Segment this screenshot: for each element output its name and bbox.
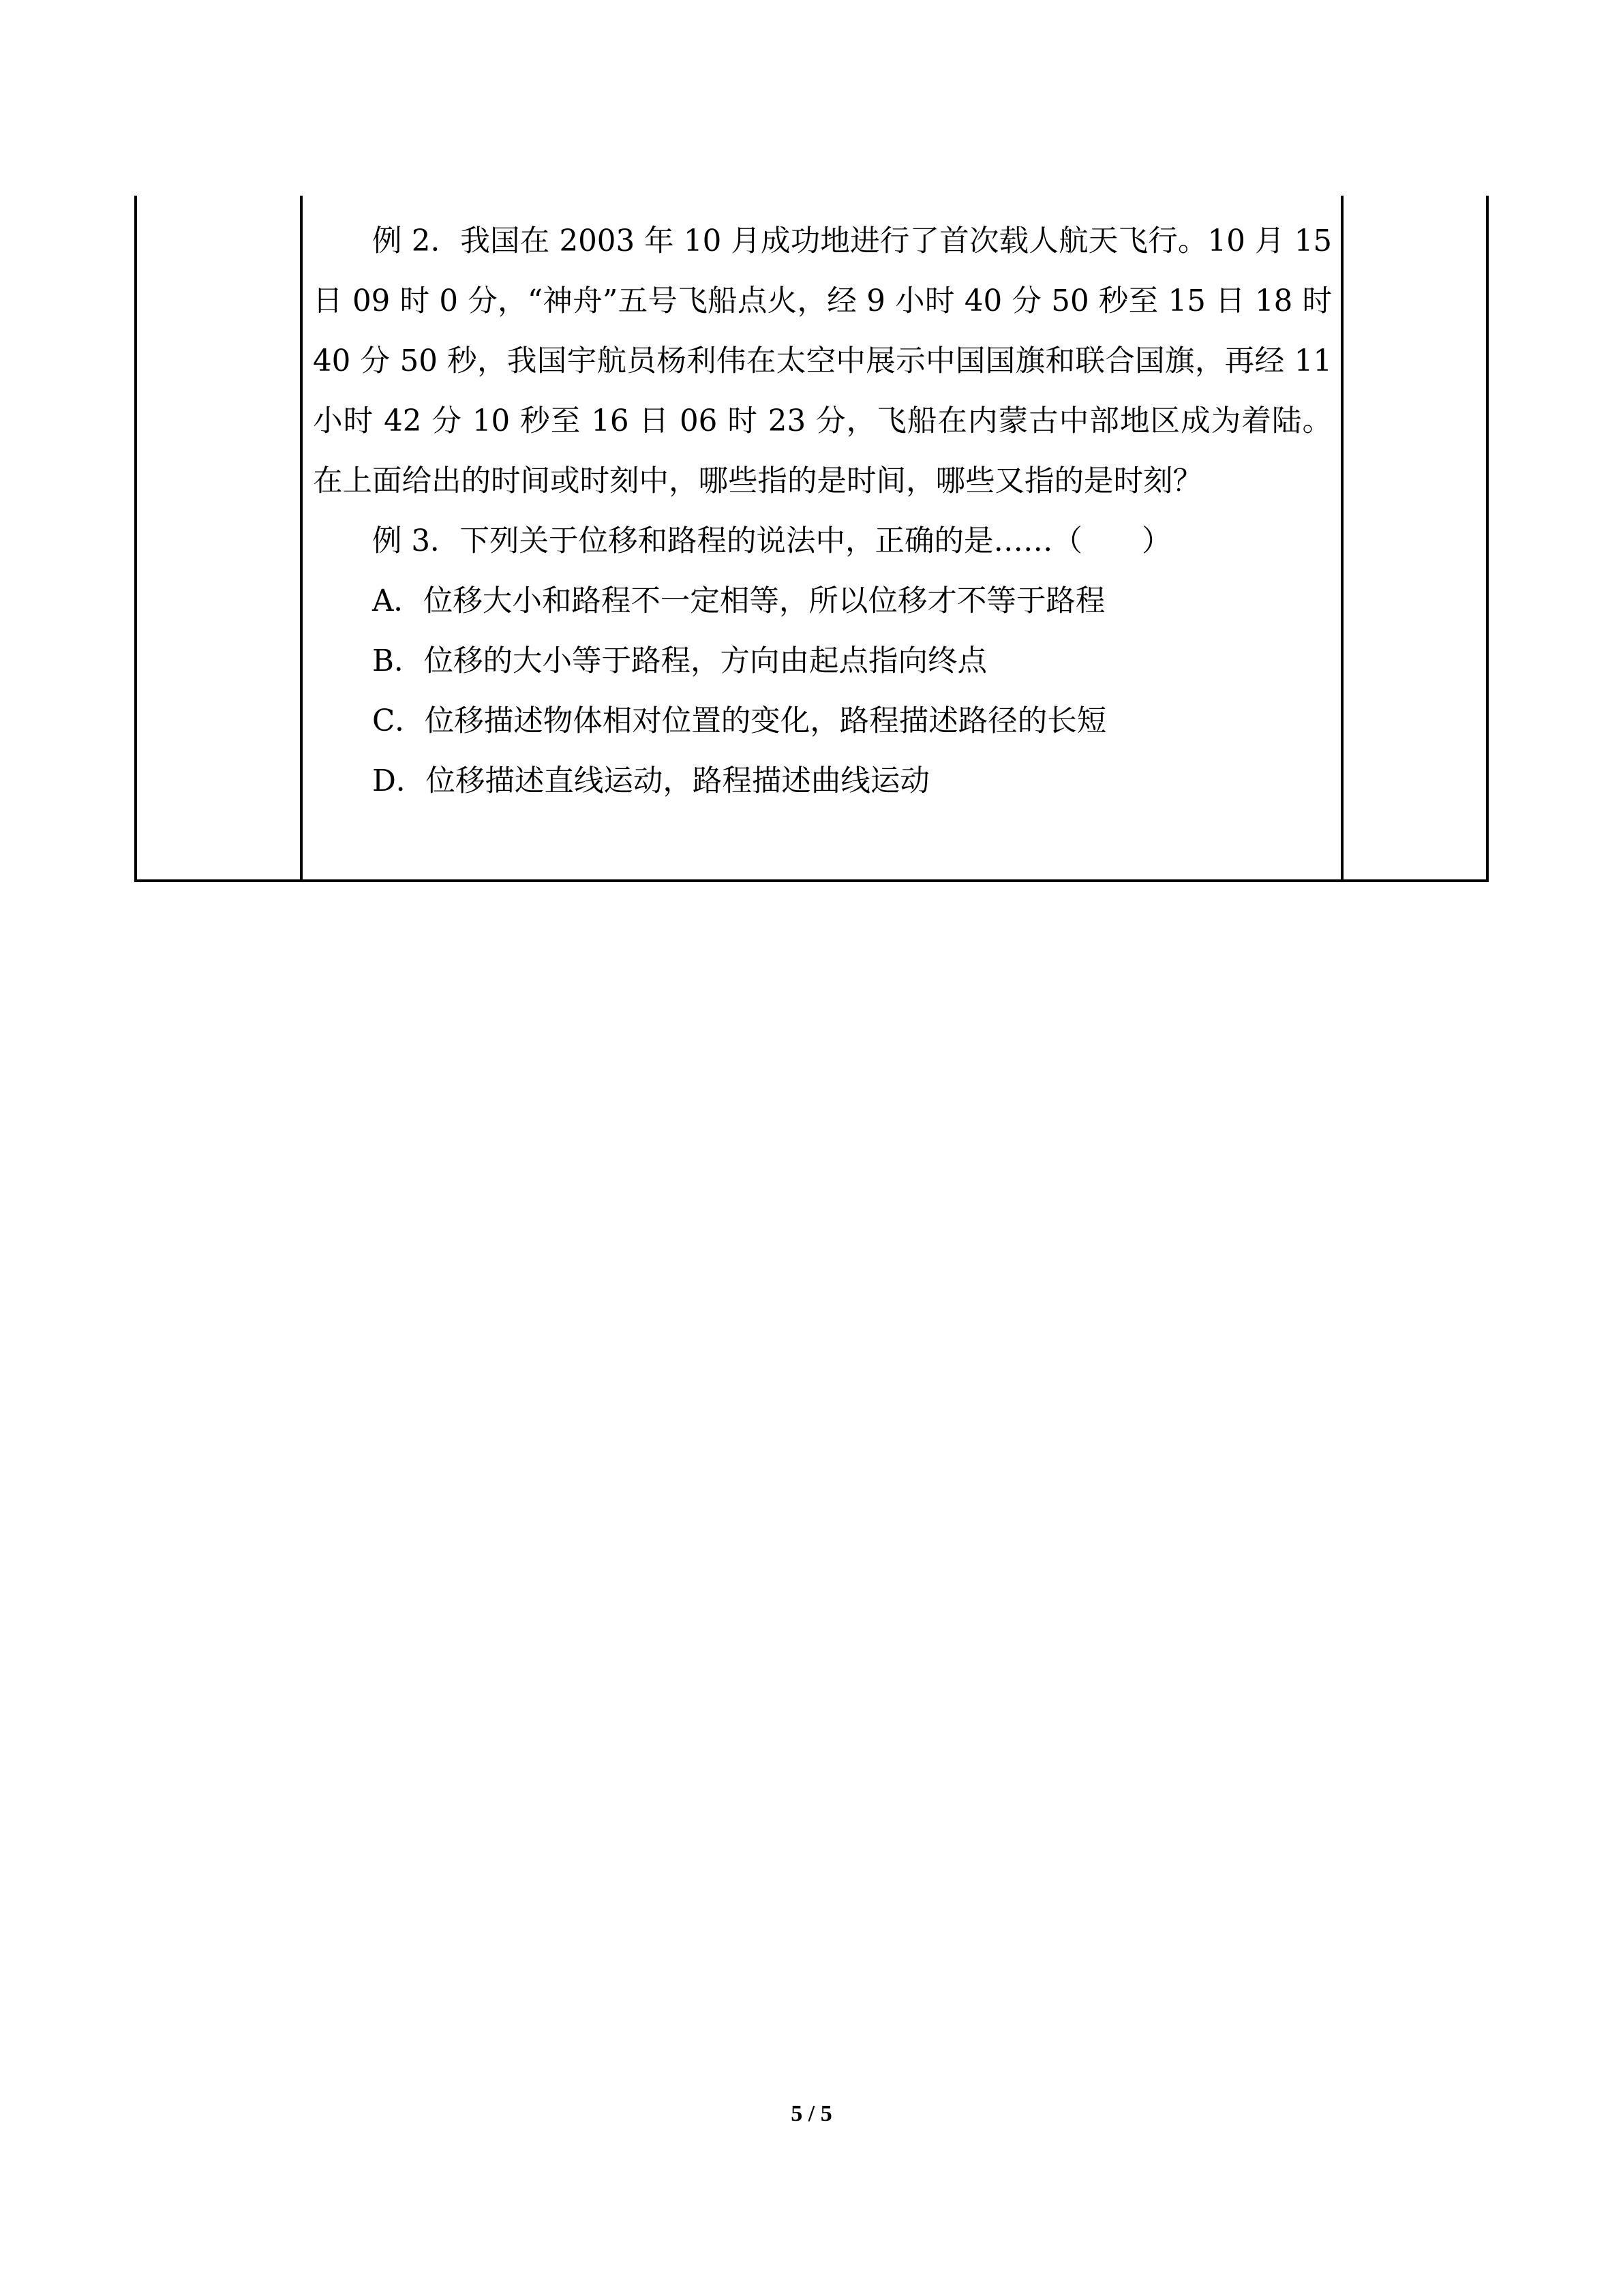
table-border-right bbox=[1486, 196, 1489, 879]
example-2-text: 例 2．我国在 2003 年 10 月成功地进行了首次载人航天飞行。10 月 15 日 09 时 0 分，“神舟”五号飞船点火，经 9 小时 40 分 50 秒至 15 日 18 时 40 分 50 秒，我国宇航员杨利伟在太空中展示中国国旗和联合国旗，再经 11 小时 42 分 10 秒至 16 日 06 时 23 分，飞船在内蒙古中部地区成为着陆。在上面给出的时间或时刻中，哪些指的是时间，哪些又指的是时刻？ bbox=[313, 224, 1332, 498]
example-3-option-b: B．位移的大小等于路程，方向由起点指向终点 bbox=[372, 644, 987, 678]
page-number: 5 / 5 bbox=[791, 2101, 832, 2126]
lesson-table bbox=[134, 196, 1489, 882]
example-3-option-c: C．位移描述物体相对位置的变化，路程描述路径的长短 bbox=[372, 704, 1107, 738]
table-border-left bbox=[134, 196, 137, 879]
example-3-question: 例 3．下列关于位移和路程的说法中，正确的是……（ ） bbox=[372, 524, 1172, 558]
table-column-divider-2 bbox=[1341, 196, 1344, 879]
lesson-content-cell bbox=[313, 211, 1332, 811]
example-3-option-d: D．位移描述直线运动，路程描述曲线运动 bbox=[372, 764, 930, 798]
table-column-divider-1 bbox=[300, 196, 303, 879]
example-3-option-a: A．位移大小和路程不一定相等，所以位移才不等于路程 bbox=[372, 584, 1106, 618]
